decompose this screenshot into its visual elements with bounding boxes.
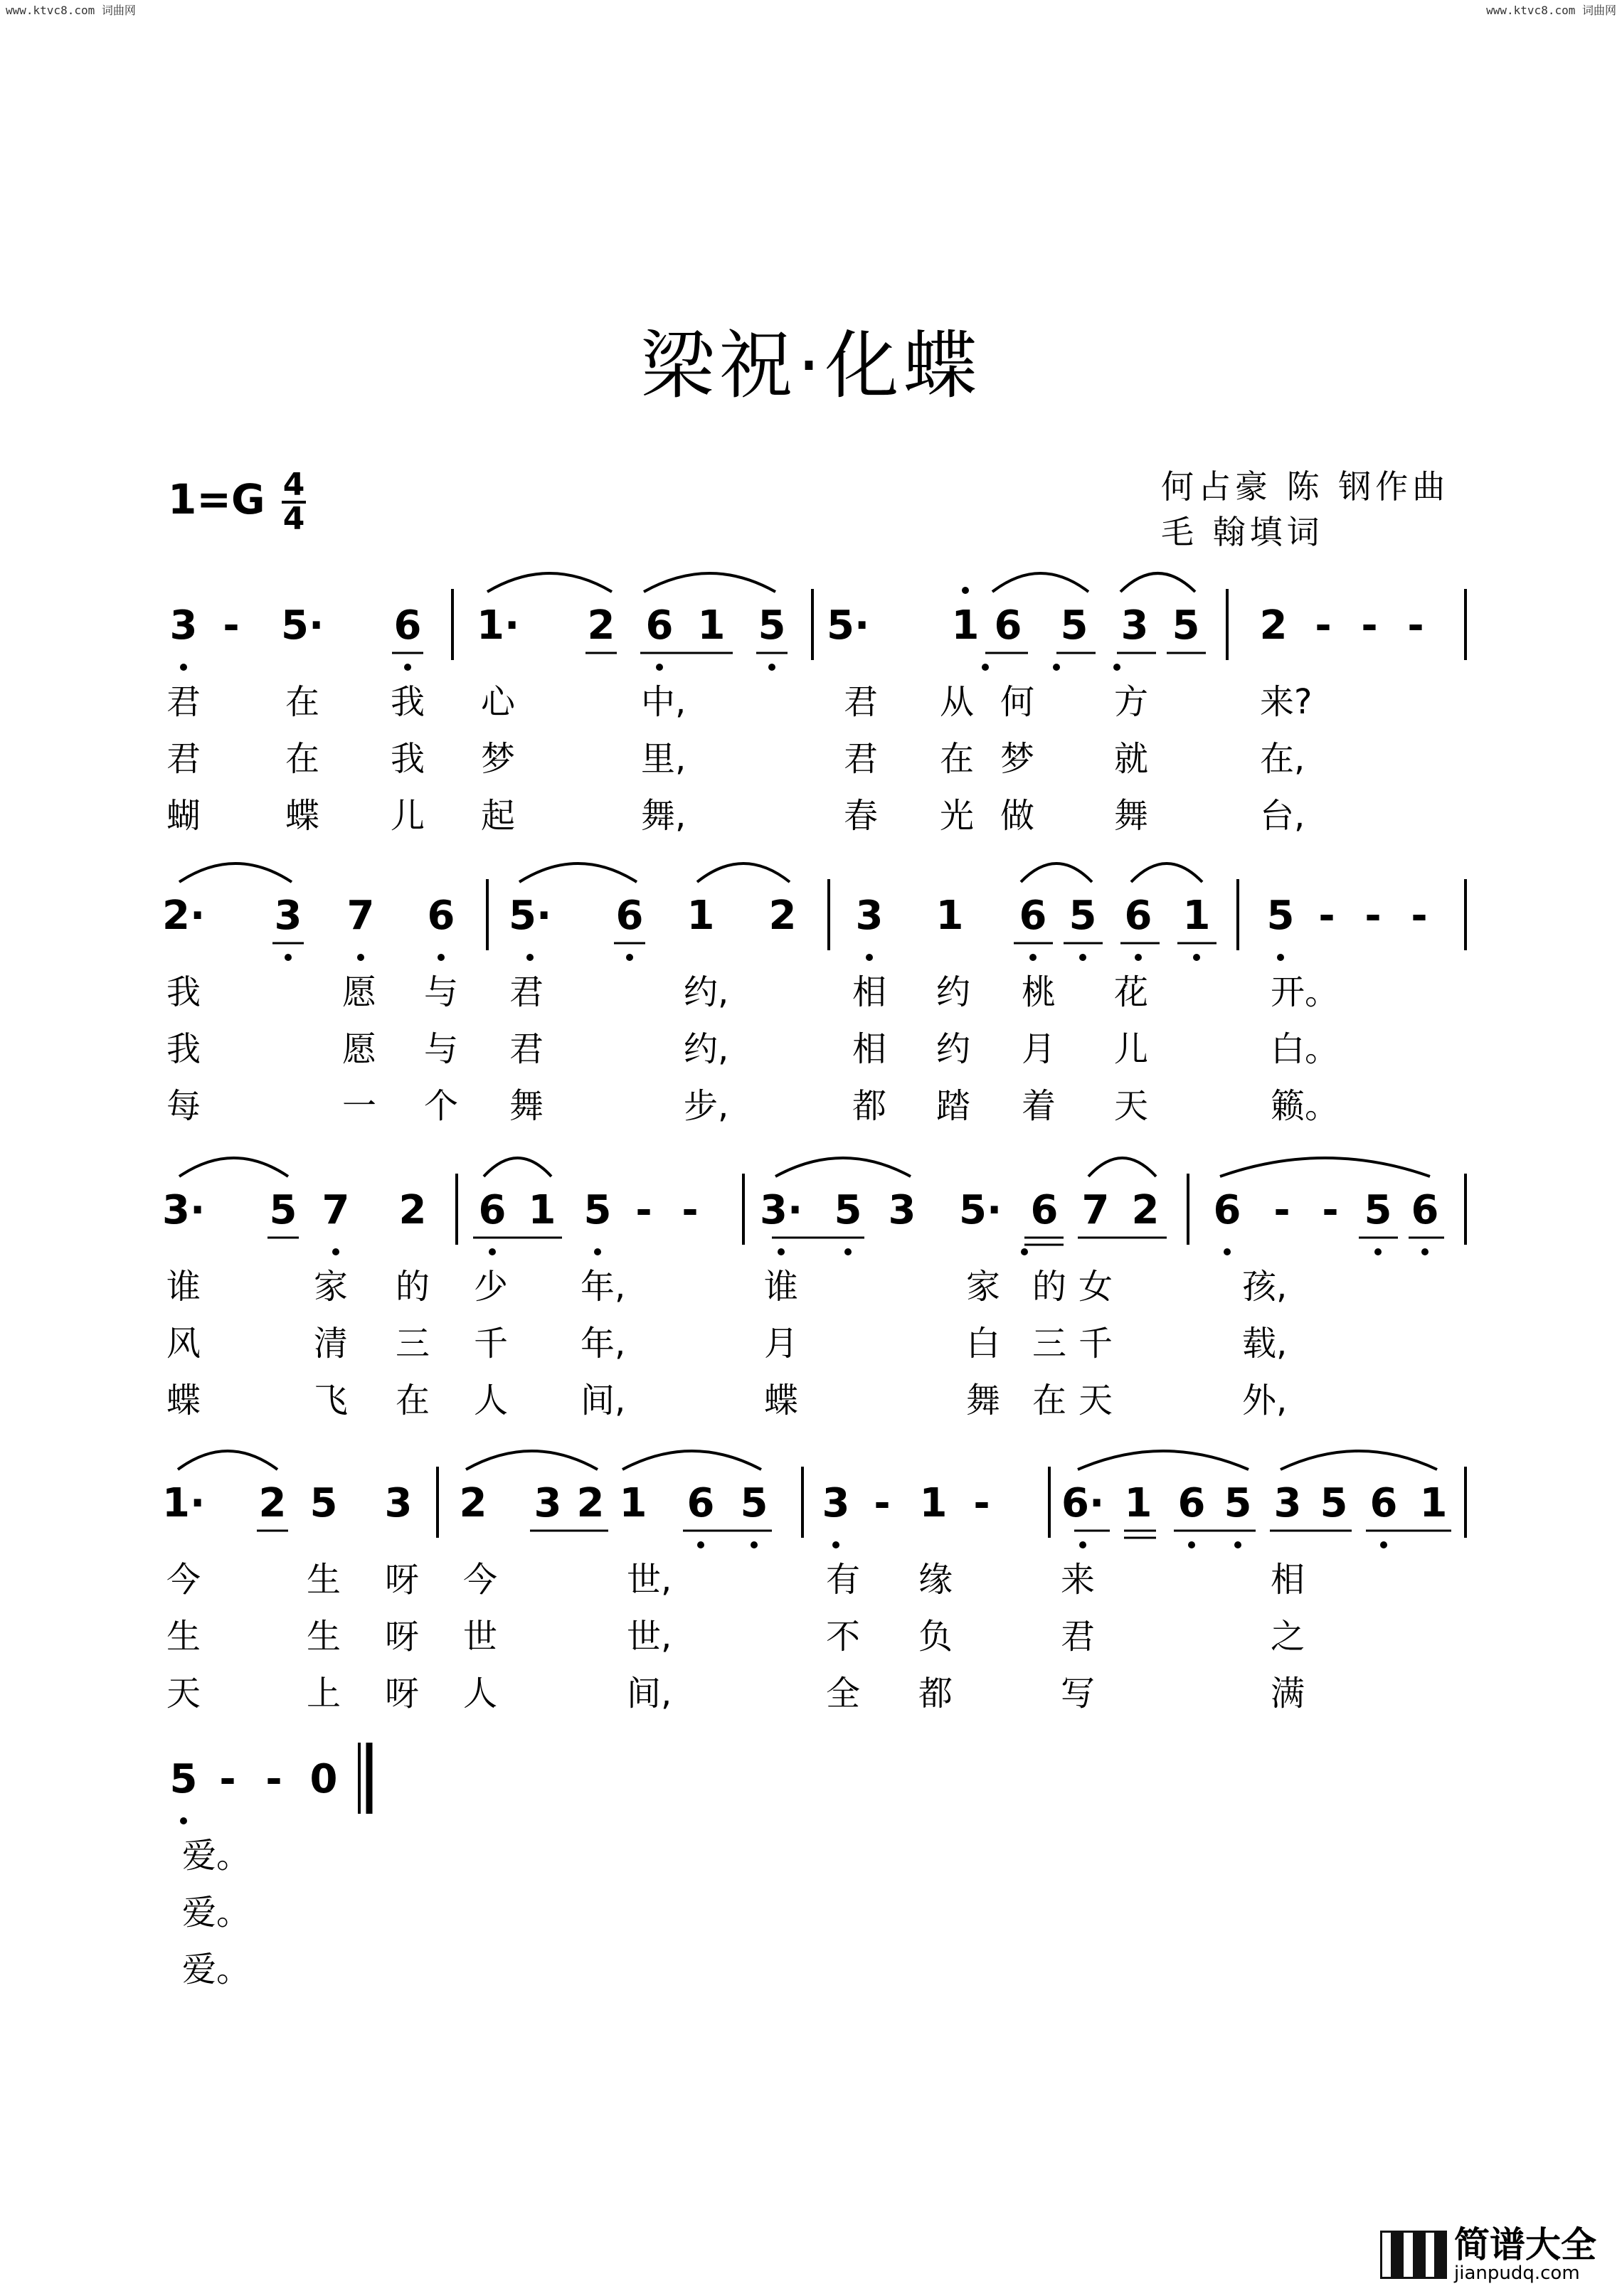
low-octave-dot	[332, 1248, 339, 1255]
note: 3	[855, 893, 884, 939]
lyric-syllable: 舞	[966, 1381, 1001, 1420]
note: 1	[528, 1187, 556, 1233]
lyric-syllable: 家	[966, 1267, 1001, 1307]
note: 5	[740, 1480, 768, 1526]
note: 6	[645, 602, 674, 649]
lyric-syllable: 舞,	[641, 796, 687, 836]
slur	[178, 1451, 277, 1469]
note: 3	[169, 602, 198, 649]
note: -	[1322, 1187, 1339, 1233]
low-octave-dot	[768, 664, 775, 671]
lyric-syllable: 做	[1000, 796, 1035, 836]
lyric-syllable: 谁	[764, 1267, 799, 1307]
lyric-syllable: 千	[1078, 1324, 1113, 1364]
high-octave-dot	[962, 587, 969, 594]
lyric-syllable: 蝶	[166, 1381, 201, 1420]
lyric-syllable: 呀	[385, 1674, 420, 1713]
note: 5·	[281, 602, 324, 649]
lyric-syllable: 生	[307, 1560, 341, 1600]
lyric-syllable: 负	[918, 1617, 953, 1657]
note: 3·	[162, 1187, 206, 1233]
note: 3	[384, 1480, 413, 1526]
lyric-syllable: 满	[1271, 1674, 1305, 1713]
slur	[622, 1451, 761, 1469]
time-signature-top: 4	[282, 467, 305, 503]
note: 6	[1177, 1480, 1206, 1526]
note: 6	[393, 602, 422, 649]
lyric-syllable: 儿	[1114, 1029, 1149, 1069]
note: 1	[919, 1480, 948, 1526]
note: 2	[258, 1480, 287, 1526]
note: -	[1407, 602, 1424, 649]
lyric-syllable: 约,	[684, 972, 729, 1012]
note: 6	[1369, 1480, 1398, 1526]
slur	[644, 573, 775, 592]
lyric-syllable: 开。	[1271, 972, 1340, 1012]
note: 3	[888, 1187, 916, 1233]
lyric-syllable: 籁。	[1271, 1086, 1340, 1126]
lyric-syllable: 有	[826, 1560, 861, 1600]
low-octave-dot	[438, 954, 445, 961]
note: 6·	[1061, 1480, 1105, 1526]
note: 5	[1060, 602, 1088, 649]
note: 6	[1411, 1187, 1439, 1233]
slur	[1131, 863, 1202, 882]
lyric-syllable: 少	[474, 1267, 509, 1307]
low-octave-dot	[832, 1541, 839, 1548]
lyric-syllable: 花	[1114, 972, 1149, 1012]
note: 2	[587, 602, 615, 649]
low-octave-dot	[357, 954, 364, 961]
lyric-syllable: 在	[396, 1381, 430, 1420]
note: 5	[169, 1756, 198, 1802]
lyric-syllable: 世,	[627, 1617, 672, 1657]
lyric-syllable: 君	[844, 739, 879, 779]
note: 7	[346, 893, 375, 939]
lyric-syllable: 的	[396, 1267, 430, 1307]
low-octave-dot	[1234, 1541, 1241, 1548]
note: 5	[1172, 602, 1200, 649]
lyric-syllable: 起	[481, 796, 516, 836]
lyric-syllable: 与	[424, 972, 459, 1012]
low-octave-dot	[404, 664, 411, 671]
low-octave-dot	[1188, 1541, 1195, 1548]
lyric-syllable: 三	[396, 1324, 430, 1364]
low-octave-dot	[866, 954, 873, 961]
lyric-syllable: 相	[852, 1029, 887, 1069]
lyric-syllable: 在	[285, 682, 320, 722]
note: -	[1273, 1187, 1290, 1233]
slur	[466, 1451, 598, 1469]
note: 6	[615, 893, 644, 939]
note: 6	[1019, 893, 1047, 939]
note: 6	[687, 1480, 715, 1526]
lyric-syllable: 孩,	[1242, 1267, 1288, 1307]
lyric-syllable: 呀	[385, 1560, 420, 1600]
lyric-syllable: 着	[1022, 1086, 1056, 1126]
slur	[1078, 1451, 1249, 1469]
slur	[1220, 1158, 1430, 1176]
lyric-syllable: 天	[1114, 1086, 1149, 1126]
slur	[1088, 1158, 1156, 1176]
note: 2·	[162, 893, 206, 939]
note: 6	[994, 602, 1022, 649]
lyric-syllable: 家	[314, 1267, 349, 1307]
low-octave-dot	[180, 664, 187, 671]
low-octave-dot	[1079, 1541, 1086, 1548]
lyric-syllable: 蝶	[764, 1381, 799, 1420]
low-octave-dot	[1113, 664, 1120, 671]
lyric-syllable: 方	[1114, 682, 1149, 722]
lyric-syllable: 人	[463, 1674, 498, 1713]
slur	[697, 863, 790, 882]
lyric-syllable: 我	[391, 739, 425, 779]
lyric-syllable: 之	[1271, 1617, 1305, 1657]
lyric-syllable: 在,	[1260, 739, 1305, 779]
slur	[179, 1158, 288, 1176]
lyric-syllable: 不	[826, 1617, 861, 1657]
lyric-syllable: 舞	[509, 1086, 544, 1126]
lyric-syllable: 在	[285, 739, 320, 779]
note: -	[682, 1187, 699, 1233]
note: 2	[1131, 1187, 1160, 1233]
note: -	[223, 602, 240, 649]
note: 5	[309, 1480, 338, 1526]
low-octave-dot	[1380, 1541, 1387, 1548]
lyric-syllable: 愿	[342, 1029, 377, 1069]
lyric-syllable: 清	[314, 1324, 349, 1364]
lyric-syllable: 人	[474, 1381, 509, 1420]
low-octave-dot	[285, 954, 292, 961]
lyric-syllable: 台,	[1260, 796, 1305, 836]
note: 1	[1419, 1480, 1448, 1526]
note: 1	[687, 893, 715, 939]
note: 6	[427, 893, 455, 939]
note: 5	[1224, 1480, 1252, 1526]
slur	[487, 573, 612, 592]
lyric-syllable: 相	[852, 972, 887, 1012]
lyric-syllable: 缘	[918, 1560, 953, 1600]
lyric-syllable: 年,	[581, 1324, 626, 1364]
lyric-syllable: 谁	[166, 1267, 201, 1307]
note: -	[874, 1480, 891, 1526]
note: -	[1318, 893, 1335, 939]
low-octave-dot	[1053, 664, 1060, 671]
note: 5·	[827, 602, 870, 649]
low-octave-dot	[697, 1541, 704, 1548]
note: 2	[576, 1480, 605, 1526]
lyric-syllable: 愿	[342, 972, 377, 1012]
note: 3	[1120, 602, 1149, 649]
slur	[1120, 573, 1195, 592]
lyric-syllable: 间,	[627, 1674, 672, 1713]
note: 1·	[477, 602, 520, 649]
note: 0	[309, 1756, 338, 1802]
note: 1·	[162, 1480, 206, 1526]
note: 2	[768, 893, 797, 939]
low-octave-dot	[594, 1248, 601, 1255]
low-octave-dot	[180, 1817, 187, 1824]
lyric-syllable: 爱。	[182, 1836, 251, 1876]
lyric-syllable: 心	[481, 682, 516, 722]
lyric-syllable: 今	[166, 1560, 201, 1600]
note: 5	[1069, 893, 1097, 939]
note: 6	[1030, 1187, 1059, 1233]
composer-credit: 何占豪 陈 钢作曲	[1161, 467, 1450, 506]
note: 5	[1364, 1187, 1392, 1233]
slur	[1281, 1451, 1437, 1469]
note: -	[1315, 602, 1332, 649]
low-octave-dot	[626, 954, 633, 961]
lyric-syllable: 蝶	[285, 796, 320, 836]
lyric-syllable: 世	[463, 1617, 498, 1657]
note: 5	[269, 1187, 297, 1233]
lyric-syllable: 君	[844, 682, 879, 722]
note: 3	[534, 1480, 562, 1526]
lyric-syllable: 约	[936, 972, 971, 1012]
lyric-syllable: 相	[1271, 1560, 1305, 1600]
lyric-syllable: 一	[342, 1086, 377, 1126]
lyric-syllable: 就	[1114, 739, 1149, 779]
note: 2	[459, 1480, 487, 1526]
note: 1	[619, 1480, 647, 1526]
note: 5	[1266, 893, 1295, 939]
lyric-syllable: 蝴	[166, 796, 201, 836]
lyric-syllable: 天	[1078, 1381, 1113, 1420]
lyric-syllable: 全	[826, 1674, 861, 1713]
note: 5·	[959, 1187, 1002, 1233]
low-octave-dot	[1421, 1248, 1428, 1255]
note: 1	[1124, 1480, 1152, 1526]
slur	[992, 573, 1088, 592]
lyric-syllable: 里,	[641, 739, 687, 779]
note: 5	[1320, 1480, 1348, 1526]
low-octave-dot	[526, 954, 534, 961]
lyric-syllable: 君	[509, 972, 544, 1012]
note: 3	[822, 1480, 850, 1526]
note: -	[265, 1756, 282, 1802]
note: -	[219, 1756, 236, 1802]
slur	[519, 863, 637, 882]
note: 1	[1182, 893, 1211, 939]
lyric-syllable: 都	[918, 1674, 953, 1713]
note: -	[635, 1187, 652, 1233]
low-octave-dot	[1224, 1248, 1231, 1255]
lyric-syllable: 儿	[391, 796, 425, 836]
slur	[1021, 863, 1092, 882]
lyric-syllable: 何	[1000, 682, 1035, 722]
lyric-syllable: 风	[166, 1324, 201, 1364]
lyric-syllable: 三	[1032, 1324, 1067, 1364]
site-watermark-right: www.ktvc8.com 词曲网	[1486, 4, 1616, 17]
low-octave-dot	[1277, 954, 1284, 961]
key-signature: 1=G	[168, 475, 265, 523]
note: 7	[1081, 1187, 1110, 1233]
lyric-syllable: 君	[166, 739, 201, 779]
note: 7	[322, 1187, 350, 1233]
lyric-syllable: 君	[1061, 1617, 1096, 1657]
lyric-syllable: 生	[166, 1617, 201, 1657]
lyric-syllable: 我	[391, 682, 425, 722]
lyric-syllable: 天	[166, 1674, 201, 1713]
note: 3·	[760, 1187, 803, 1233]
low-octave-dot	[489, 1248, 496, 1255]
note: 2	[398, 1187, 427, 1233]
note: 6	[1213, 1187, 1241, 1233]
low-octave-dot	[1079, 954, 1086, 961]
lyric-syllable: 外,	[1242, 1381, 1288, 1420]
lyric-syllable: 中,	[641, 682, 687, 722]
low-octave-dot	[751, 1541, 758, 1548]
lyric-syllable: 每	[166, 1086, 201, 1126]
lyric-syllable: 世,	[627, 1560, 672, 1600]
lyric-syllable: 在	[940, 739, 975, 779]
lyric-syllable: 约,	[684, 1029, 729, 1069]
lyric-syllable: 光	[940, 796, 975, 836]
lyric-syllable: 与	[424, 1029, 459, 1069]
lyric-syllable: 踏	[936, 1086, 971, 1126]
lyric-syllable: 从	[940, 682, 975, 722]
note: 5	[834, 1187, 862, 1233]
note: 3	[274, 893, 302, 939]
note: 5	[583, 1187, 612, 1233]
note: 1	[935, 893, 964, 939]
low-octave-dot	[656, 664, 663, 671]
time-signature-bottom: 4	[282, 501, 305, 537]
lyric-syllable: 我	[166, 972, 201, 1012]
note: -	[973, 1480, 990, 1526]
note: -	[1364, 893, 1382, 939]
note: 1	[951, 602, 980, 649]
lyric-syllable: 爱。	[182, 1950, 251, 1989]
slur	[179, 863, 292, 882]
lyric-syllable: 梦	[481, 739, 516, 779]
lyric-syllable: 白	[966, 1324, 1001, 1364]
lyric-syllable: 桃	[1022, 972, 1056, 1012]
lyric-syllable: 月	[764, 1324, 799, 1364]
note: 3	[1273, 1480, 1302, 1526]
lyric-syllable: 飞	[314, 1381, 349, 1420]
note: -	[1361, 602, 1378, 649]
lyric-syllable: 个	[424, 1086, 459, 1126]
lyric-syllable: 间,	[581, 1381, 626, 1420]
slur	[484, 1158, 551, 1176]
site-watermark-left: www.ktvc8.com 词曲网	[6, 4, 136, 17]
lyric-syllable: 春	[844, 796, 879, 836]
note: 6	[478, 1187, 507, 1233]
low-octave-dot	[1135, 954, 1142, 961]
note: -	[1411, 893, 1428, 939]
lyric-syllable: 步,	[684, 1086, 729, 1126]
logo-url: jianpudq.com	[1454, 2263, 1580, 2284]
lyric-syllable: 月	[1022, 1029, 1056, 1069]
low-octave-dot	[1029, 954, 1037, 961]
lyric-syllable: 舞	[1114, 796, 1149, 836]
lyric-syllable: 写	[1061, 1674, 1096, 1713]
low-octave-dot	[1193, 954, 1200, 961]
lyric-syllable: 女	[1078, 1267, 1113, 1307]
lyric-syllable: 在	[1032, 1381, 1067, 1420]
lyric-syllable: 我	[166, 1029, 201, 1069]
lyric-syllable: 君	[166, 682, 201, 722]
lyric-syllable: 来?	[1260, 682, 1313, 722]
lyric-syllable: 今	[463, 1560, 498, 1600]
lyric-syllable: 呀	[385, 1617, 420, 1657]
low-octave-dot	[778, 1248, 785, 1255]
lyric-syllable: 生	[307, 1617, 341, 1657]
note: 6	[1124, 893, 1152, 939]
low-octave-dot	[1021, 1248, 1028, 1255]
note: 5·	[509, 893, 552, 939]
lyric-syllable: 千	[474, 1324, 509, 1364]
lyric-syllable: 爱。	[182, 1893, 251, 1933]
lyric-syllable: 约	[936, 1029, 971, 1069]
lyric-syllable: 年,	[581, 1267, 626, 1307]
lyric-syllable: 来	[1061, 1560, 1096, 1600]
lyric-syllable: 的	[1032, 1267, 1067, 1307]
note: 2	[1259, 602, 1288, 649]
lyric-syllable: 白。	[1271, 1029, 1340, 1069]
low-octave-dot	[1374, 1248, 1382, 1255]
note: 5	[758, 602, 786, 649]
lyric-syllable: 梦	[1000, 739, 1035, 779]
lyric-syllable: 都	[852, 1086, 887, 1126]
lyric-syllable: 君	[509, 1029, 544, 1069]
low-octave-dot	[982, 664, 989, 671]
lyric-syllable: 上	[307, 1674, 341, 1713]
lyric-syllable: 载,	[1242, 1324, 1288, 1364]
slur	[775, 1158, 911, 1176]
lyricist-credit: 毛 翰填词	[1161, 513, 1324, 551]
low-octave-dot	[844, 1248, 852, 1255]
song-title: 梁祝·化蝶	[640, 322, 982, 409]
note: 1	[697, 602, 726, 649]
logo-title: 简谱大全	[1454, 2224, 1596, 2265]
